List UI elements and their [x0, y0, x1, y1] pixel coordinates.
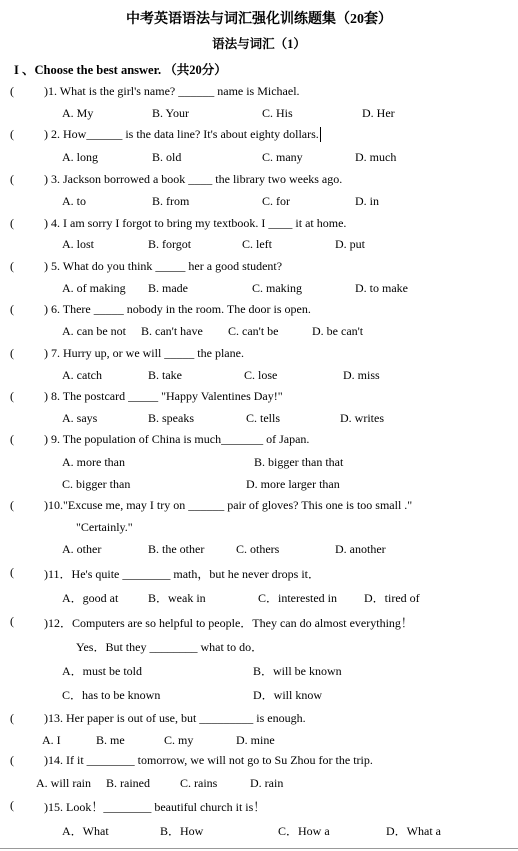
answer-option: D．What a [386, 824, 441, 838]
question-stem: ) 5. What do you think _____ her a good student? [44, 259, 283, 273]
answer-option: A. My [62, 106, 94, 120]
answer-option: A．must be told [62, 664, 142, 678]
answer-option: B. old [152, 150, 182, 164]
answer-option: D．will know [253, 688, 323, 702]
answer-option: C. lose [244, 368, 278, 382]
answer-paren: ( [10, 798, 14, 812]
question-stem: ) 3. Jackson borrowed a book ____ the library two weeks ago. [44, 172, 343, 186]
question-stem: ) 8. The postcard _____ "Happy Valentines Day!" [44, 389, 283, 403]
answer-option: A. lost [62, 237, 95, 251]
answer-option: A. long [62, 150, 98, 164]
document-subtitle: 语法与词汇（1） [212, 37, 306, 51]
answer-option: B．will be known [253, 664, 342, 678]
question-stem: )1. What is the girl's name? ______ name is Michael. [44, 84, 300, 98]
answer-option: D. more larger than [246, 477, 340, 491]
answer-paren: ( [10, 172, 14, 186]
answer-option: D. be can't [312, 324, 364, 338]
answer-option: B．weak in [148, 591, 206, 605]
answer-option: A. will rain [36, 776, 91, 790]
answer-option: C. making [252, 281, 302, 295]
answer-option: D. Her [362, 106, 395, 120]
question-stem: ) 6. There _____ nobody in the room. The door is open. [44, 302, 311, 316]
question-stem: ) 7. Hurry up, or we will _____ the plane. [44, 346, 244, 360]
answer-option: D. much [355, 150, 397, 164]
answer-option: C. rains [180, 776, 218, 790]
answer-option: A．What [62, 824, 109, 838]
answer-option: B. bigger than that [254, 455, 344, 469]
answer-option: D. rain [250, 776, 284, 790]
answer-option: C. can't be [228, 324, 279, 338]
answer-option: C. tells [246, 411, 281, 425]
question-stem: )12．Computers are so helpful to people．They can do almost everything！ [44, 616, 413, 630]
answer-paren: ( [10, 614, 14, 628]
answer-paren: ( [10, 498, 14, 512]
answer-paren: ( [10, 432, 14, 446]
answer-option: B. speaks [148, 411, 194, 425]
answer-option: C. for [262, 194, 290, 208]
answer-option: D. in [355, 194, 379, 208]
answer-option: B．How [160, 824, 204, 838]
answer-option: A. other [62, 542, 102, 556]
answer-option: B. can't have [141, 324, 203, 338]
answer-option: D. put [335, 237, 365, 251]
answer-paren: ( [10, 753, 14, 767]
question-stem: )13. Her paper is out of use, but _________ is enough. [44, 711, 306, 725]
answer-option: B. rained [106, 776, 150, 790]
answer-option: C．interested in [258, 591, 337, 605]
question-stem: ) 9. The population of China is much_______ of Japan. [44, 432, 310, 446]
answer-option: A. of making [62, 281, 126, 295]
answer-option: A. catch [62, 368, 102, 382]
answer-option: C．How a [278, 824, 330, 838]
question-stem: )14. If it ________ tomorrow, we will not go to Su Zhou for the trip. [44, 753, 373, 767]
section-heading: I 、Choose the best answer. （共20分） [14, 63, 227, 77]
answer-option: C. my [164, 733, 194, 747]
answer-paren: ( [10, 127, 14, 141]
answer-option: B. from [152, 194, 190, 208]
question-stem: )11．He's quite ________ math，but he never drops it． [44, 567, 321, 581]
question-stem: ) 4. I am sorry I forgot to bring my textbook. I ____ it at home. [44, 216, 347, 230]
answer-option: D. another [335, 542, 386, 556]
answer-paren: ( [10, 389, 14, 403]
answer-option: A. to [62, 194, 86, 208]
answer-option: B. made [148, 281, 188, 295]
answer-option: D. mine [236, 733, 275, 747]
answer-option: D．tired of [364, 591, 420, 605]
answer-option: C. many [262, 150, 303, 164]
answer-option: D. writes [340, 411, 384, 425]
answer-option: A. says [62, 411, 98, 425]
question-stem: )15. Look！________ beautiful church it is！ [44, 800, 266, 814]
question-stem: ) 2. How______ is the data line? It's about eighty dollars. [44, 127, 319, 141]
answer-option: A．good at [62, 591, 119, 605]
answer-option: C. others [236, 542, 280, 556]
answer-option: A. I [42, 733, 61, 747]
answer-paren: ( [10, 565, 14, 579]
answer-paren: ( [10, 302, 14, 316]
question-stem-continued: Yes．But they ________ what to do． [76, 640, 264, 654]
answer-paren: ( [10, 711, 14, 725]
answer-option: B. take [148, 368, 182, 382]
answer-option: B. the other [148, 542, 205, 556]
question-stem: )10."Excuse me, may I try on ______ pair of gloves? This one is too small ." [44, 498, 413, 512]
answer-option: C. left [242, 237, 272, 251]
answer-option: A. can be not [62, 324, 126, 338]
answer-option: C．has to be known [62, 688, 161, 702]
answer-option: B. forgot [148, 237, 192, 251]
question-stem-continued: "Certainly." [76, 520, 133, 534]
answer-option: D. to make [355, 281, 408, 295]
answer-paren: ( [10, 259, 14, 273]
answer-option: C. bigger than [62, 477, 131, 491]
answer-option: B. me [96, 733, 125, 747]
answer-paren: ( [10, 84, 14, 98]
document-title: 中考英语语法与词汇强化训练题集（20套） [126, 12, 392, 27]
answer-paren: ( [10, 346, 14, 360]
answer-option: A. more than [62, 455, 125, 469]
answer-option: B. Your [152, 106, 190, 120]
answer-paren: ( [10, 216, 14, 230]
answer-option: C. His [262, 106, 293, 120]
answer-option: D. miss [343, 368, 380, 382]
page-bottom-rule [0, 848, 518, 849]
